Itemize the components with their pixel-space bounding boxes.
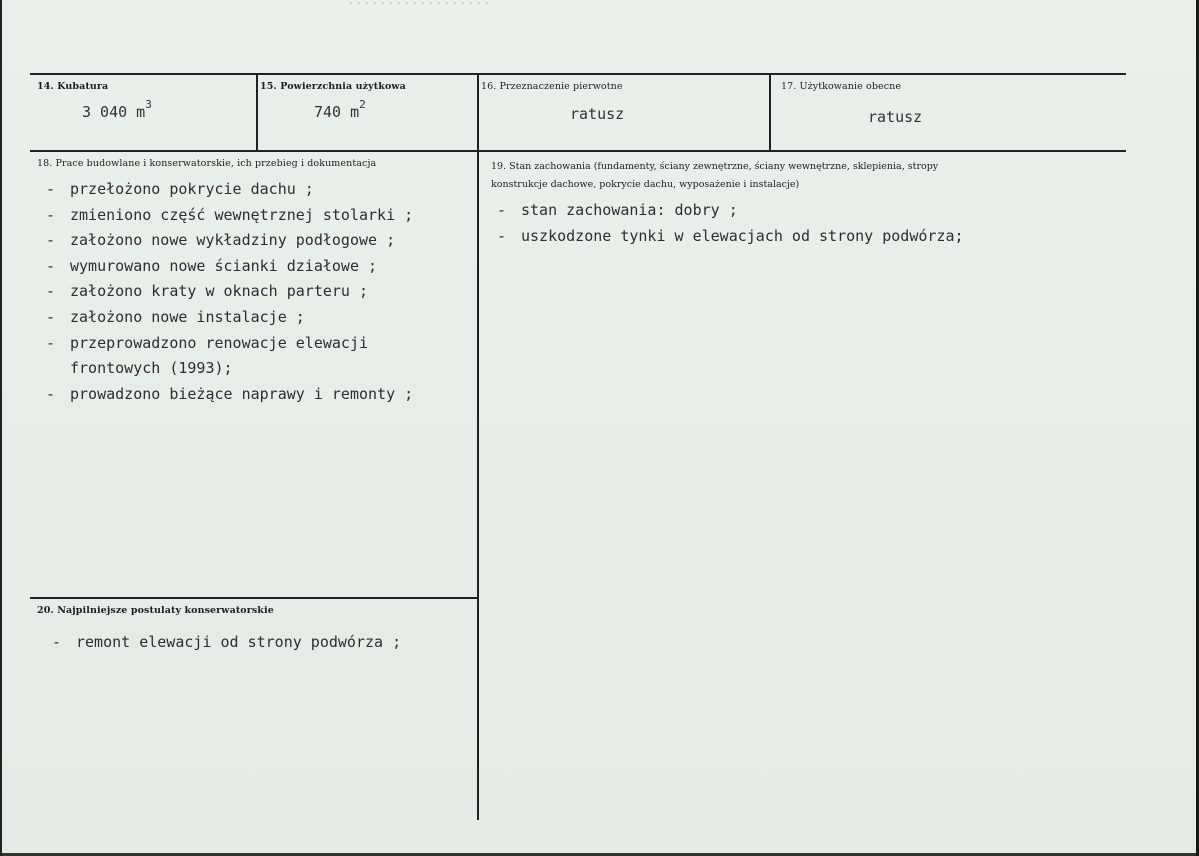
divider-16-17 [769, 73, 771, 152]
divider-14-15 [256, 73, 258, 152]
list-item: - prowadzono bieżące naprawy i remonty ; [46, 384, 414, 403]
list-item: - przełożono pokrycie dachu ; [46, 180, 314, 198]
field-17-value: ratusz [868, 108, 923, 126]
top-edge-marks [350, 2, 490, 4]
top-rule [30, 73, 1126, 75]
field-19-label: 19. Stan zachowania (fundamenty, ściany zewnętrzne, ściany wewnętrzne, sklepienia, stropy konstrukcje dachowe, pokrycie dachu, wyposażenie i instalacje) [491, 161, 939, 190]
list-item: - remont elewacji od strony podwórza ; [52, 633, 402, 651]
field-18-list [46, 177, 413, 407]
list-item: - założono nowe wykładziny podłogowe ; [46, 231, 396, 250]
field-16-label: 16. Przeznaczenie pierwotne [481, 81, 623, 92]
field-18-label: 18. Prace budowlane i konserwatorskie, ich przebieg i dokumentacja [37, 158, 377, 169]
field-15-label: 15. Powierzchnia użytkowa [260, 81, 406, 92]
field-16-value: ratusz [570, 105, 625, 123]
field-20-label: 20. Najpilniejsze postulaty konserwatorskie [37, 605, 274, 616]
list-item: - wymurowano nowe ścianki działowe ; [46, 256, 378, 275]
field-20-list [52, 630, 401, 656]
field-17-label: 17. Użytkowanie obecne [781, 81, 902, 92]
list-item: - założono nowe instalacje ; [46, 307, 305, 326]
list-item: - stan zachowania: dobry ; [497, 201, 738, 219]
list-item: - przeprowadzono renowacje elewacji [46, 333, 369, 352]
section-20-rule [30, 597, 478, 599]
row1-bottom-rule [30, 150, 1126, 152]
list-item: - uszkodzone tynki w elewacjach od strony podwórza; [497, 226, 964, 245]
field-15-value: 740 $m^2$ [314, 98, 366, 121]
list-item: - założono kraty w oknach parteru ; [46, 282, 369, 301]
field-19-list [497, 198, 964, 249]
divider-15-16 [477, 73, 479, 820]
field-14-label: 14. Kubatura [37, 81, 109, 92]
list-item: - zmieniono część wewnętrznej stolarki ; [46, 205, 414, 224]
field-14-value: 3 040 $m^3$ [82, 98, 152, 121]
list-item-continuation: frontowych (1993); [70, 359, 233, 378]
